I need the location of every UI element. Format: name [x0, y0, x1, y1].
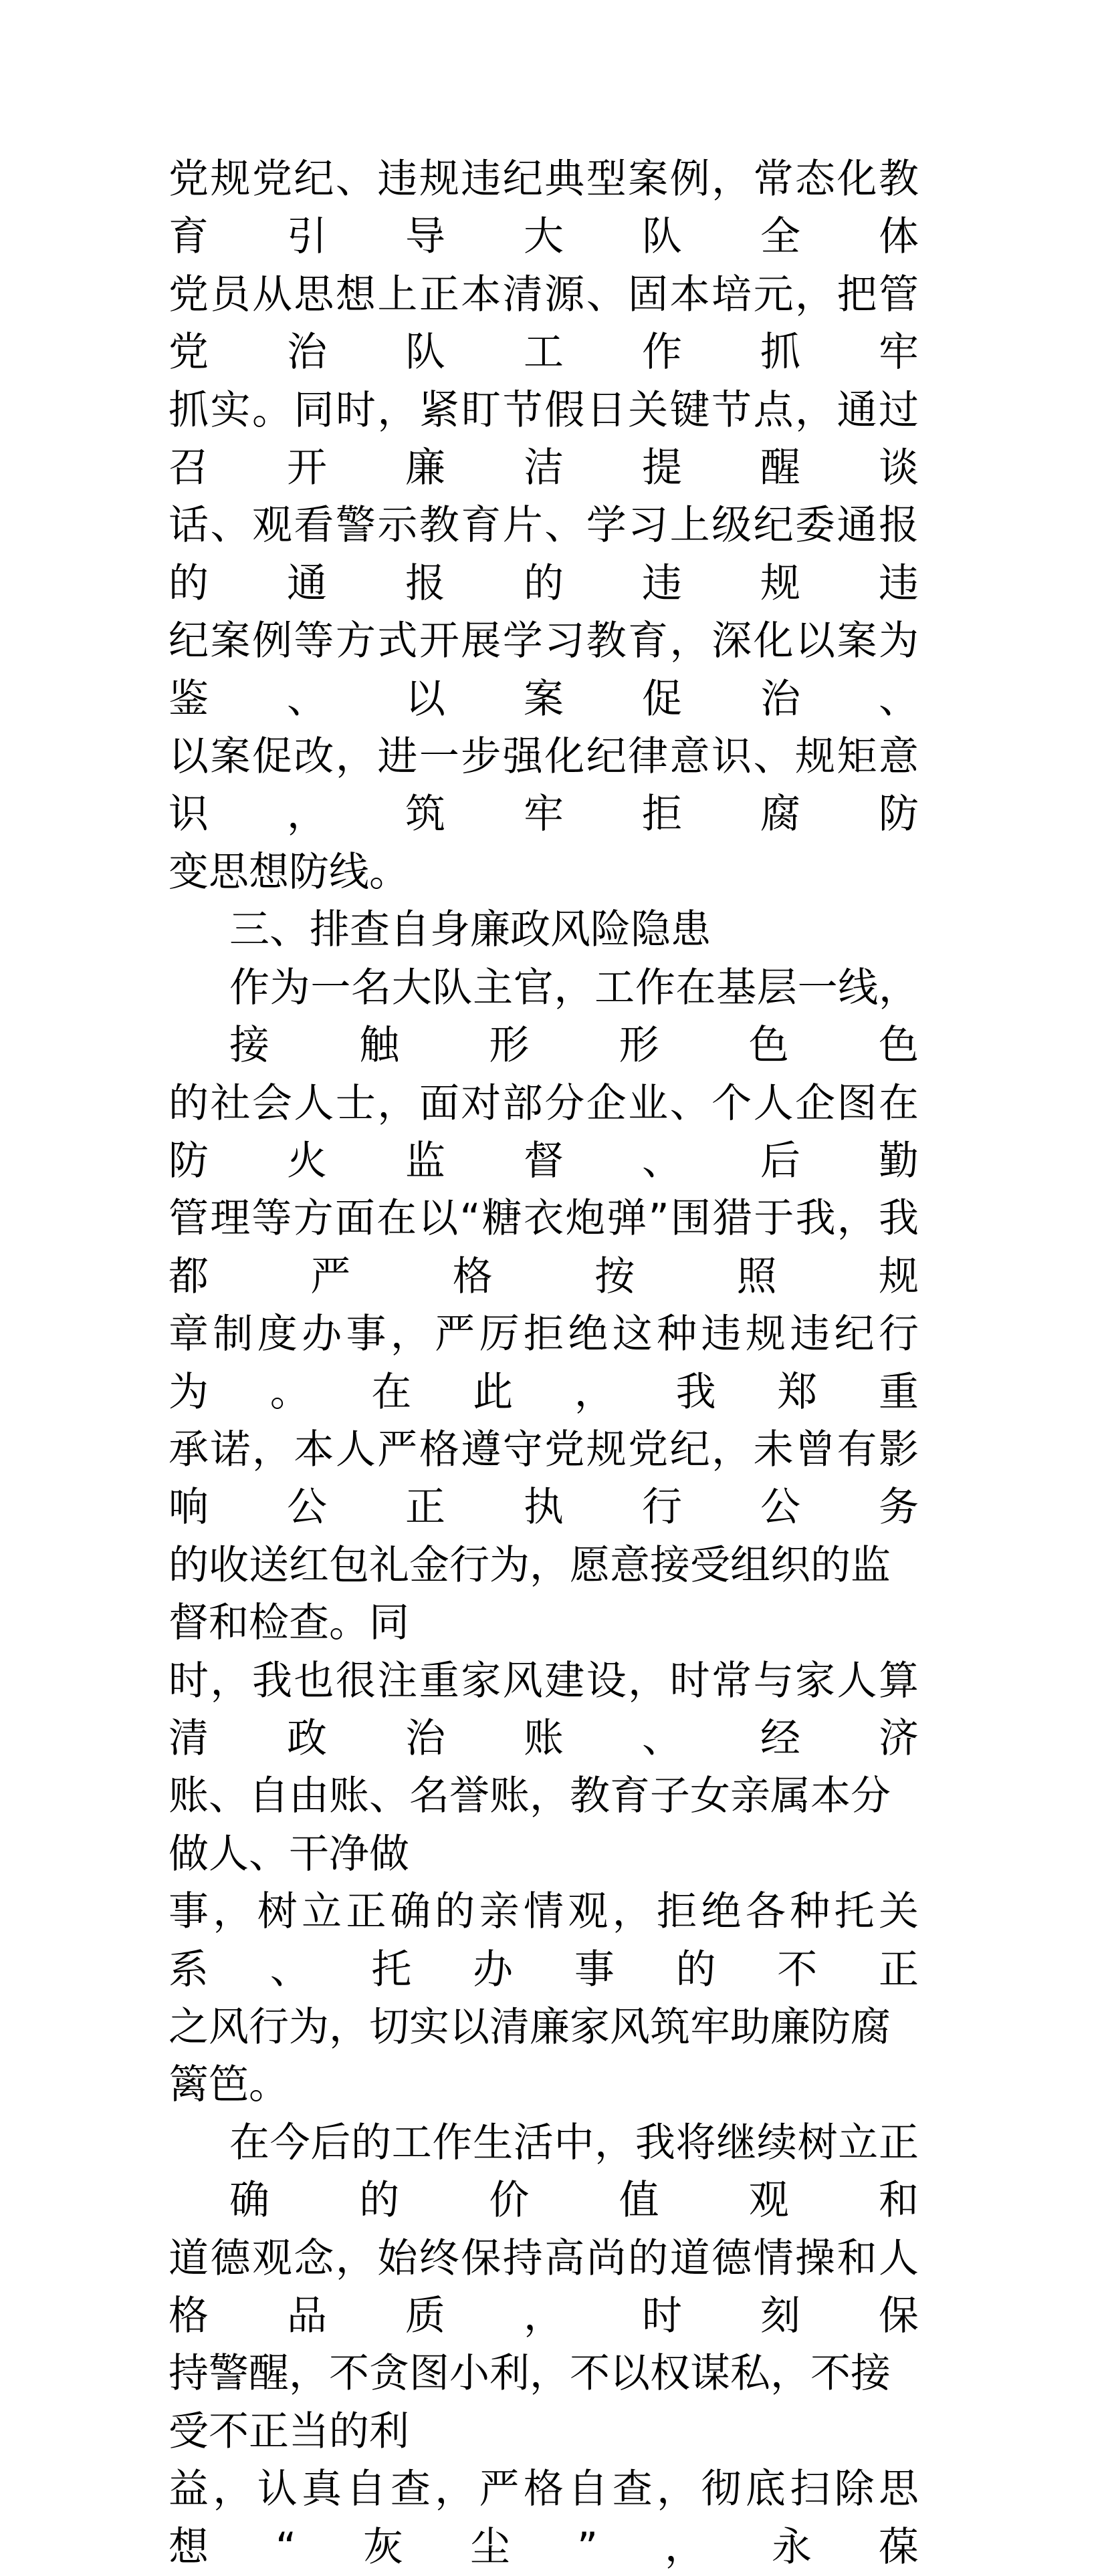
text-line: 作为一名大队主官，工作在基层一线，接触形形色色 [229, 964, 919, 1069]
text-line: 承诺，本人严格遵守党规党纪，未曾有影响公正执行公务 [169, 1426, 919, 1531]
paragraph [169, 959, 919, 2114]
text-line: 益，认真自查，严格自查，彻底扫除思想“灰尘”，永葆 [169, 2466, 919, 2571]
text-line: 事，树立正确的亲情观，拒绝各种托关系、托办事的不正 [169, 1888, 919, 1993]
text-line: 管理等方面在以“糖衣炮弹”围猎于我，我都严格按照规 [169, 1195, 919, 1300]
document-body [169, 150, 919, 2576]
text-line: 在今后的工作生活中，我将继续树立正确的价值观和 [229, 2119, 919, 2224]
text-line: 三、排查自身廉政风险隐患 [229, 906, 711, 954]
text-line: 话、观看警示教育片、学习上级纪委通报的通报的违规违 [169, 502, 919, 607]
text-line: 的收送红包礼金行为，愿意接受组织的监督和检查。同 [169, 1541, 891, 1647]
text-line: 党规党纪、违规违纪典型案例，常态化教育引导大队全体 [169, 156, 919, 261]
text-line: 之风行为，切实以清廉家风筑牢助廉防腐篱笆。 [169, 2004, 891, 2109]
text-line: 账、自由账、名誉账，教育子女亲属本分做人、干净做 [169, 1773, 891, 1878]
text-line: 道德观念，始终保持高尚的道德情操和人格品质，时刻保 [169, 2234, 919, 2340]
text-line: 变思想防线。 [169, 848, 409, 896]
text-line: 抓实。同时，紧盯节假日关键节点，通过召开廉洁提醒谈 [169, 386, 919, 492]
section-heading [169, 901, 919, 958]
text-line: 章制度办事，严厉拒绝这种违规违纪行为。在此，我郑重 [169, 1311, 919, 1416]
text-line: 党员从思想上正本清源、固本培元，把管党治队工作抓牢 [169, 271, 919, 376]
text-line: 时，我也很注重家风建设，时常与家人算清政治账、经济 [169, 1657, 919, 1762]
text-line: 的社会人士，面对部分企业、个人企图在防火监督、后勤 [169, 1079, 919, 1184]
text-line: 以案促改，进一步强化纪律意识、规矩意识，筑牢拒腐防 [169, 733, 919, 838]
text-line: 持警醒，不贪图小利，不以权谋私，不接受不正当的利 [169, 2350, 891, 2455]
text-line: 纪案例等方式开展学习教育，深化以案为鉴、以案促治、 [169, 618, 919, 723]
paragraph [169, 150, 919, 901]
paragraph [169, 2114, 919, 2576]
